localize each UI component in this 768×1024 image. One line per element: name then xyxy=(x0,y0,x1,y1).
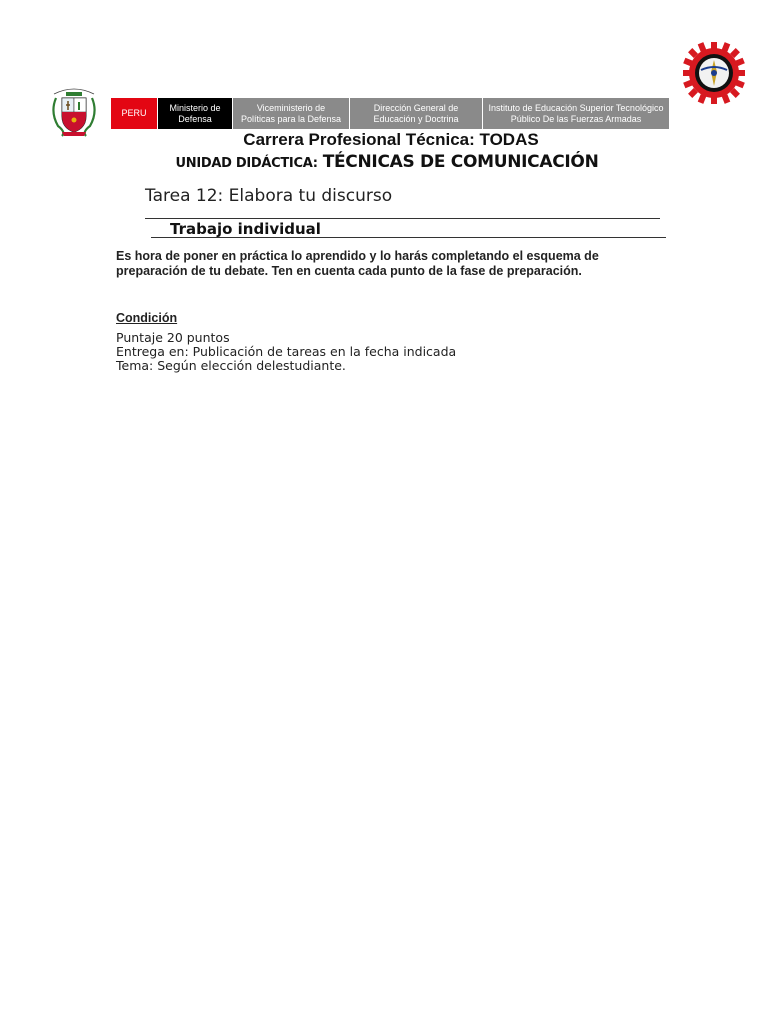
divider xyxy=(151,237,666,238)
condition-topic: Tema: Según elección delestudiante. xyxy=(116,358,346,373)
intro-paragraph: Es hora de poner en práctica lo aprendido y lo harás completando el esquema de preparación de tu debate. Ten en cuenta cada punto de la fase de preparación. xyxy=(116,249,599,278)
condition-delivery: Entrega en: Publicación de tareas en la fecha indicada xyxy=(116,344,457,359)
unit-value: TÉCNICAS DE COMUNICACIÓN xyxy=(322,152,599,172)
condition-score: Puntaje 20 puntos xyxy=(116,330,230,345)
banner-ministry: Ministerio de Defensa xyxy=(158,98,233,129)
condition-heading: Condición xyxy=(116,311,178,325)
task-title: Tarea 12: Elabora tu discurso xyxy=(145,186,393,206)
institute-badge-icon xyxy=(683,42,745,104)
career-title: Carrera Profesional Técnica: TODAS xyxy=(243,130,539,149)
banner-vice-ministry: Viceministerio de Políticas para la Defensa xyxy=(233,98,350,129)
didactic-unit xyxy=(0,152,768,172)
banner-peru: PERU xyxy=(111,98,158,129)
banner-directorate: Dirección General de Educación y Doctrina xyxy=(350,98,483,129)
unit-label: UNIDAD DIDÁCTICA: xyxy=(175,156,318,171)
institutional-banner xyxy=(111,98,670,129)
banner-institute: Instituto de Educación Superior Tecnológico Público De las Fuerzas Armadas xyxy=(483,98,670,129)
work-type-heading: Trabajo individual xyxy=(170,220,321,238)
divider xyxy=(145,218,660,219)
